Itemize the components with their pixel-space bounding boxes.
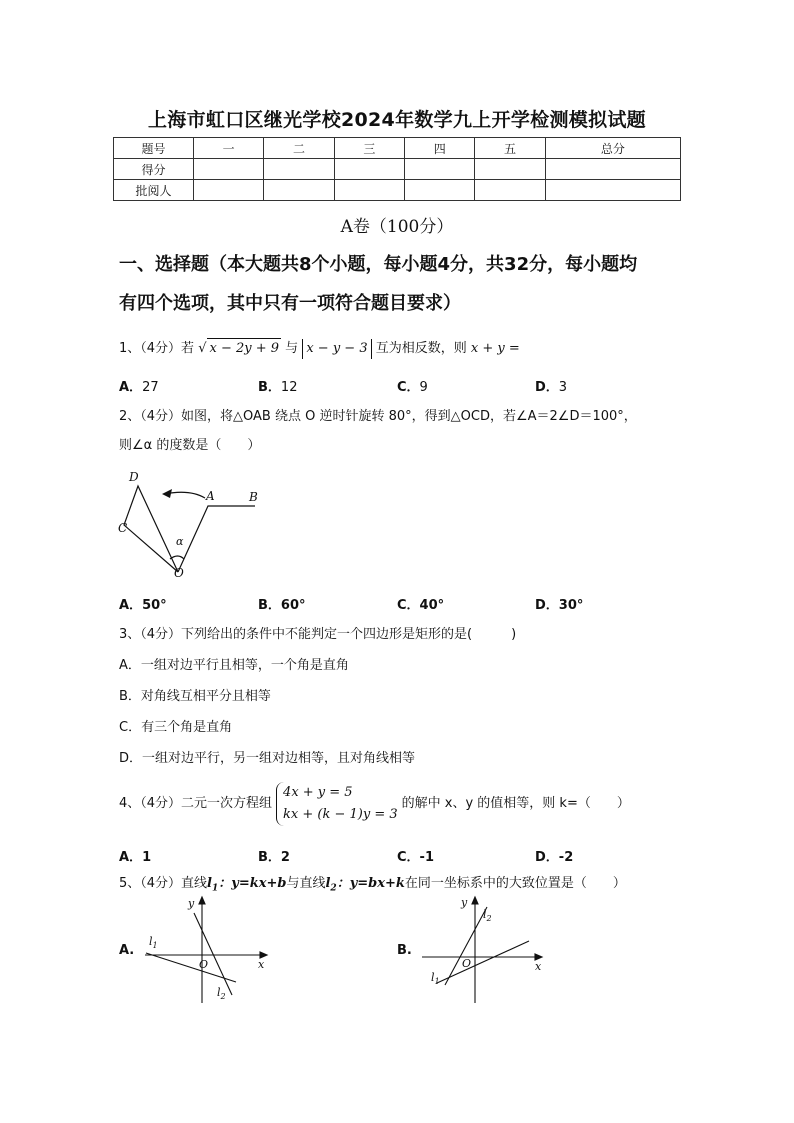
score-header-cell: 二 (264, 138, 334, 159)
q1-option-a[interactable] (119, 376, 159, 395)
q2-rotation-figure (112, 465, 272, 585)
q2-option-a[interactable] (119, 594, 167, 613)
option-label: A． (119, 850, 143, 865)
option-label: C． (397, 850, 420, 865)
section1-heading-line1: 一、选择题（本大题共8个小题，每小题4分，共32分，每小题均 (119, 254, 638, 275)
q4-equation-system (276, 782, 398, 826)
line-l2 (194, 913, 232, 995)
option-value: 12 (280, 380, 298, 395)
option-value: 27 (142, 380, 159, 395)
label-l1: $l_1$ (431, 971, 440, 986)
q5-part: 在同一坐标系中的大致位置是（ ） (404, 876, 626, 891)
option-value: -2 (558, 850, 574, 865)
score-table (113, 137, 681, 201)
label-x: x (258, 958, 265, 971)
q4-eq1: 4x + y = 5 (283, 785, 353, 800)
option-label: C． (397, 380, 420, 395)
y-axis-arrow (199, 897, 205, 904)
q5-eq1: ：y=kx+b (218, 876, 287, 891)
q1-sqrt: √ x − 2y + 9 (198, 341, 281, 356)
label-d: D (129, 470, 139, 484)
score-cell[interactable] (405, 159, 475, 180)
option-label: D． (535, 380, 559, 395)
score-header-cell: 四 (405, 138, 475, 159)
q5-option-a-label[interactable]: A. (119, 943, 135, 958)
section1-heading-line2: 有四个选项，其中只有一项符合题目要求） (119, 293, 461, 314)
label-c: C (118, 521, 128, 535)
label-y: y (461, 896, 468, 909)
label-o: O (174, 566, 184, 580)
q4-prefix: 4、（4分）二元一次方程组 (119, 796, 273, 811)
reviewer-cell[interactable] (334, 180, 404, 201)
q3-option-a[interactable]: A．一组对边平行且相等，一个角是直角 (119, 658, 349, 673)
q4-suffix: 的解中 x、y 的值相等，则 k=（ ） (401, 796, 630, 811)
option-label: A． (119, 598, 143, 613)
page-title: 上海市虹口区继光学校2024年数学九上开学检测模拟试题 (148, 109, 646, 131)
option-label: B． (258, 380, 281, 395)
reviewer-cell[interactable] (405, 180, 475, 201)
option-value: 1 (142, 850, 152, 865)
score-cell[interactable] (545, 159, 680, 180)
score-header-cell: 一 (194, 138, 264, 159)
option-label: A． (119, 380, 143, 395)
option-label: B． (258, 598, 281, 613)
reviewer-row-label: 批阅人 (114, 180, 194, 201)
option-label: D． (535, 850, 559, 865)
q5-l1-sub: 1 (212, 883, 219, 894)
label-o: O (462, 957, 472, 970)
label-a: A (206, 489, 215, 503)
triangle-ocd (124, 486, 178, 572)
label-b: B (249, 490, 258, 504)
score-cell[interactable] (194, 159, 264, 180)
q4-option-d[interactable] (535, 846, 573, 865)
q2-option-d[interactable] (535, 594, 583, 613)
section-a-title: A卷（100分） (340, 217, 454, 237)
q3-option-b[interactable]: B．对角线互相平分且相等 (119, 689, 271, 704)
option-value: 9 (419, 380, 428, 395)
label-y: y (188, 897, 195, 910)
option-value: 30° (558, 598, 584, 613)
score-row-label: 得分 (114, 159, 194, 180)
label-l2: $l_2$ (483, 908, 492, 923)
option-value: -1 (419, 850, 434, 865)
q4-option-b[interactable] (258, 846, 290, 865)
option-value: 3 (558, 380, 568, 395)
line-l2 (445, 907, 487, 985)
label-o: O (199, 958, 209, 971)
q1-mid: 与 (285, 341, 299, 356)
score-cell[interactable] (334, 159, 404, 180)
q1-abs-expr: x − y − 3 (302, 339, 371, 359)
q1-option-b[interactable] (258, 376, 297, 395)
score-table-score-row (114, 159, 681, 180)
q1-option-c[interactable] (397, 376, 428, 395)
label-alpha: α (176, 535, 184, 548)
q4-eq2: kx + (k − 1)y = 3 (283, 807, 398, 822)
reviewer-cell[interactable] (264, 180, 334, 201)
q5-eq2: ：y=bx+k (336, 876, 405, 891)
q3-option-c[interactable]: C．有三个角是直角 (119, 720, 233, 735)
q5-l2: l (325, 876, 331, 891)
score-header-cell: 总分 (545, 138, 680, 159)
y-axis-arrow (472, 897, 478, 904)
triangle-oab (178, 506, 255, 572)
q2-option-b[interactable] (258, 594, 306, 613)
q5-graph-a (140, 893, 275, 1008)
option-value: 60° (280, 598, 306, 613)
q1-prefix: 1、（4分）若 (119, 341, 195, 356)
score-header-cell: 题号 (114, 138, 194, 159)
reviewer-cell[interactable] (475, 180, 545, 201)
option-label: B． (258, 850, 281, 865)
rotation-arrow-head (162, 489, 172, 498)
line-l1 (146, 953, 236, 982)
question-3-stem: 3、（4分）下列给出的条件中不能判定一个四边形是矩形的是( ) (119, 627, 517, 642)
line-l1 (437, 941, 529, 983)
q5-option-b-label[interactable]: B. (397, 943, 412, 958)
reviewer-cell[interactable] (545, 180, 680, 201)
q3-option-d[interactable]: D．一组对边平行，另一组对边相等，且对角线相等 (119, 751, 416, 766)
question-4-stem (119, 782, 689, 826)
q5-graph-b (417, 893, 552, 1008)
score-table-reviewer-row (114, 180, 681, 201)
label-l1: $l_1$ (149, 935, 158, 950)
option-value: 50° (142, 598, 167, 613)
option-label: C． (397, 598, 420, 613)
question-2-line2: 则∠α 的度数是（ ） (119, 438, 261, 453)
question-1-stem (119, 338, 689, 359)
q5-part: 与直线 (286, 876, 326, 891)
q4-option-c[interactable] (397, 846, 434, 865)
option-value: 2 (280, 850, 290, 865)
q1-option-d[interactable] (535, 376, 567, 395)
q2-option-c[interactable] (397, 594, 444, 613)
label-l2: $l_2$ (217, 986, 226, 1001)
option-value: 40° (419, 598, 445, 613)
q5-part: 5、（4分）直线 (119, 876, 208, 891)
score-header-cell: 三 (334, 138, 404, 159)
q1-tail: x + y = (470, 341, 520, 356)
score-header-cell: 五 (475, 138, 545, 159)
q1-suffix: 互为相反数，则 (375, 341, 467, 356)
score-table-header-row (114, 138, 681, 159)
question-2-line1: 2、（4分）如图，将△OAB 绕点 O 逆时针旋转 80°，得到△OCD，若∠A＝2∠D＝100°， (119, 409, 637, 424)
q4-option-a[interactable] (119, 846, 151, 865)
score-cell[interactable] (264, 159, 334, 180)
q1-sqrt-expr: x − 2y + 9 (207, 338, 281, 359)
reviewer-cell[interactable] (194, 180, 264, 201)
q5-l2-sub: 2 (330, 883, 337, 894)
score-cell[interactable] (475, 159, 545, 180)
label-x: x (535, 960, 542, 973)
q5-l1: l (207, 876, 212, 891)
option-label: D． (535, 598, 559, 613)
